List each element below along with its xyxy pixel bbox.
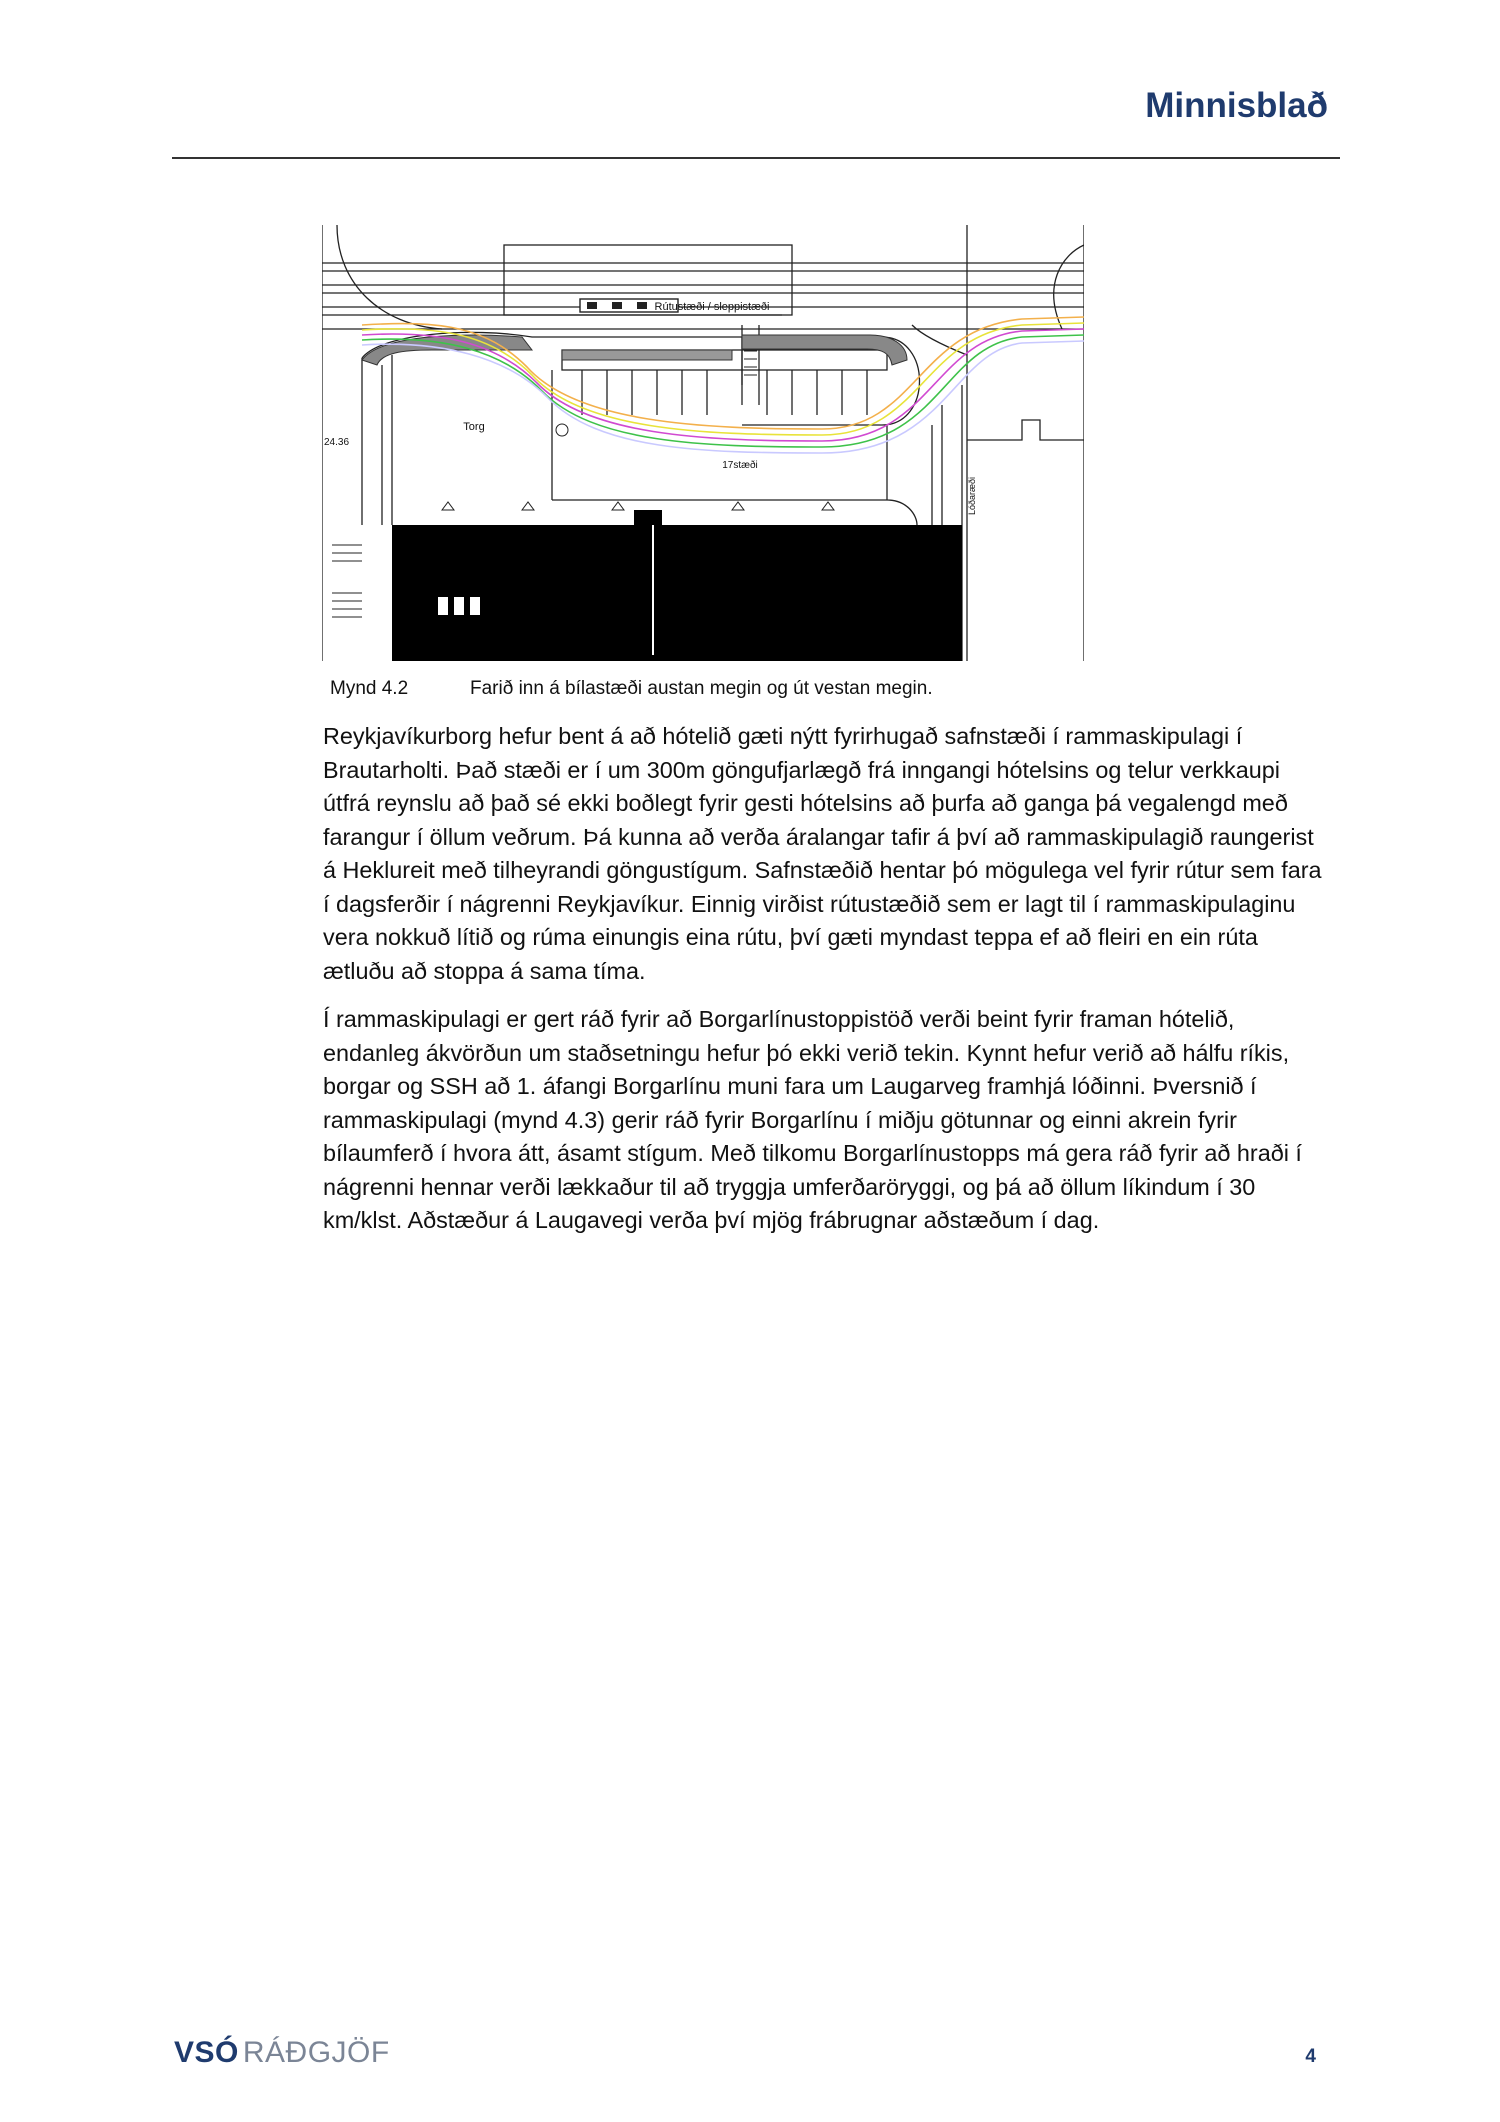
caption-number: Mynd 4.2 [330, 678, 409, 699]
page-header-title: Minnisblað [1145, 86, 1328, 125]
company-logo [174, 2036, 390, 2070]
logo-light-text: RÁÐGJÖF [242, 2036, 390, 2069]
caption-text: Farið inn á bílastæði austan megin og út vestan megin. [470, 678, 933, 699]
label-elevation: 24.36 [324, 437, 350, 448]
site-plan-drawing [322, 225, 1084, 661]
logo-bold-text: VSÓ [174, 2036, 239, 2069]
page-number: 4 [1305, 2046, 1316, 2067]
label-parking: 17stæði [722, 460, 758, 471]
header-divider [172, 157, 1340, 159]
label-square: Torg [463, 421, 485, 433]
paragraph-text: Í rammaskipulagi er gert ráð fyrir að Borgarlínustoppistöð verði beint fyrir framan hótelið, endanleg ákvörðun um staðsetningu hefur þó ekki verið tekin. Kynnt hefur verið að hálfu ríkis, borgar og SSH að 1. áfangi Borgarlínu muni fara um Laugarveg framhjá lóðinni. Þversnið í rammaskipulagi (mynd 4.3) gerir ráð fyrir Borgarlínu í miðju götunnar og einni akrein fyrir bílaumferð í hvora átt, ásamt stígum. Með tilkomu Borgarlínustopps má gera ráð fyrir að hraði í nágrenni hennar verði lækkaður til að tryggja umferðaröryggi, og þá að öllum líkindum í 30 km/klst. Aðstæður á Laugavegi verða því mjög frábrugnar aðstæðum í dag. [323, 1006, 1302, 1233]
label-street: Lóðaræði [967, 476, 977, 515]
label-bus-stop: Rútustæði / sleppistæði [654, 301, 770, 313]
figure-caption [330, 678, 933, 700]
paragraph-text: Reykjavíkurborg hefur bent á að hótelið gæti nýtt fyrirhugað safnstæði í rammaskipulagi í Brautarholti. Það stæði er í um 300m göngufjarlægð frá inngangi hótelsins og telur verkkaupi útfrá reynslu að það sé ekki boðlegt fyrir gesti hótelsins að þurfa að ganga þá vegalengd með farangur í öllum veðrum. Þá kunna að verða áralangar tafir á því að rammaskipulagið raungerist á Heklureit með tilheyrandi göngustígum. Safnstæðið hentar þó mögulega vel fyrir rútur sem fara í dagsferðir í nágrenni Reykjavíkur. Einnig virðist rútustæðið sem er lagt til í rammaskipulaginu vera nokkuð lítið og rúma einungis eina rútu, því gæti myndast teppa ef að fleiri en ein rúta ætluðu að stoppa á sama tíma. [323, 723, 1322, 984]
site-plan-figure [322, 225, 1084, 661]
body-paragraph-1 [323, 720, 1333, 988]
body-paragraph-2 [323, 1003, 1333, 1238]
